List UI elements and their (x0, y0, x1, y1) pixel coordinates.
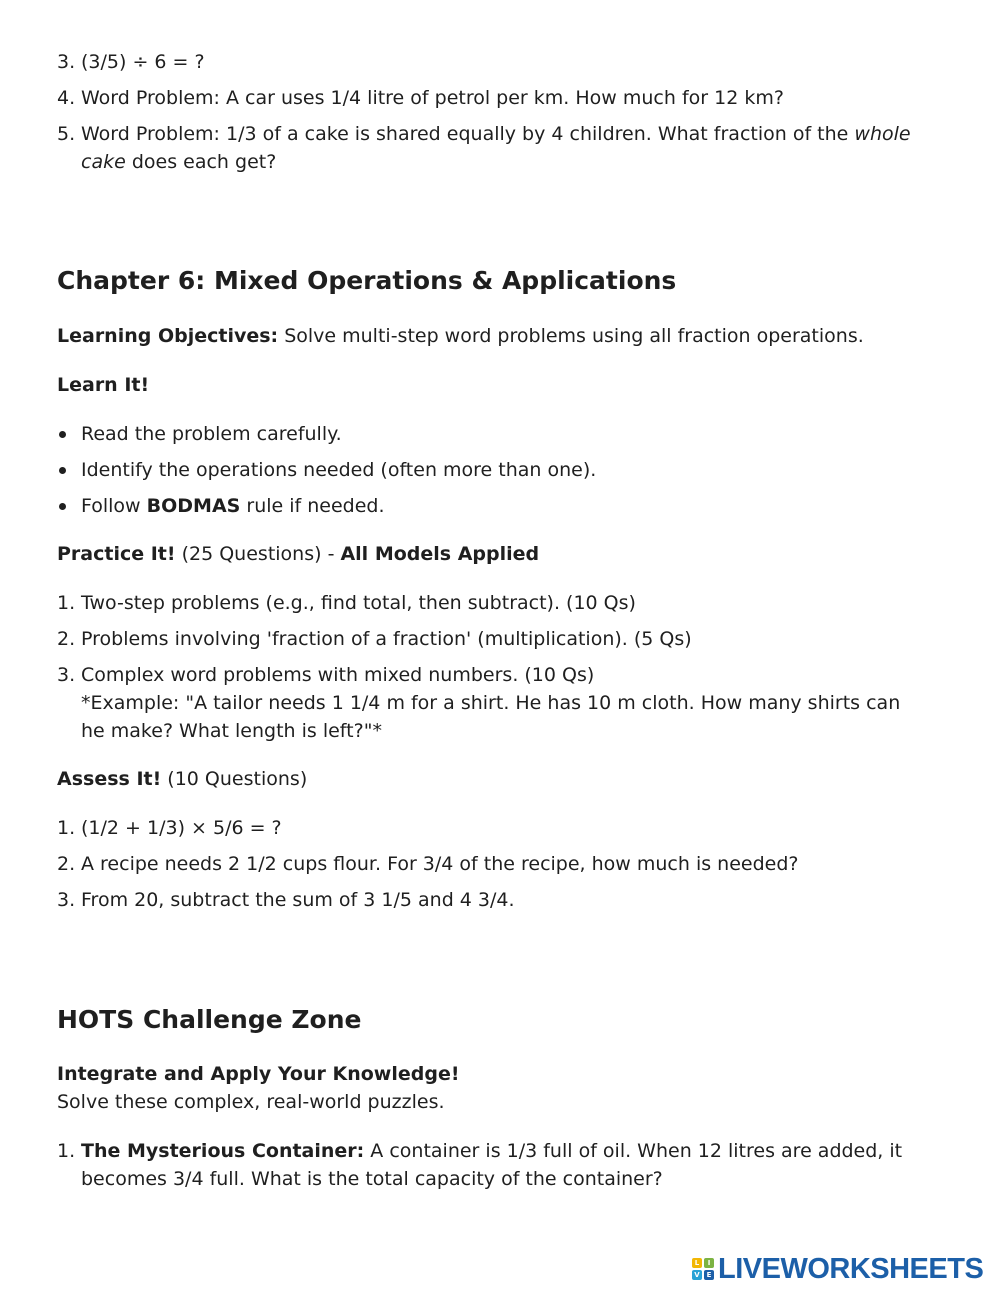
list-text: Word Problem: 1/3 of a cake is shared equally by 4 children. What fraction of the (81, 123, 855, 145)
logo-tile: I (704, 1258, 714, 1268)
list-item (57, 850, 917, 878)
logo-tile: E (704, 1270, 714, 1280)
list-text: (3/5) ÷ 6 = ? (81, 51, 205, 73)
learn-it-heading: Learn It! (57, 374, 150, 396)
practice-count: (25 Questions) - (175, 543, 341, 565)
list-item (57, 1137, 917, 1193)
list-number: 3. (57, 51, 76, 73)
list-item (57, 661, 917, 745)
logo-tile: V (692, 1270, 702, 1280)
logo-grid-icon (692, 1258, 714, 1280)
hots-item-label: The Mysterious Container: (81, 1140, 365, 1162)
bullet-text: Read the problem carefully. (81, 423, 342, 445)
previous-assess-list (57, 48, 917, 176)
list-emphasis: whole cake (81, 123, 911, 173)
objectives-label: Learning Objectives: (57, 325, 279, 347)
list-text: Complex word problems with mixed numbers. (10 Qs) (81, 664, 595, 686)
objectives-text: Solve multi-step word problems using all fraction operations. (278, 325, 864, 347)
list-number: 1. (57, 817, 76, 839)
list-example: *Example: "A tailor needs 1 1/4 m for a shirt. He has 10 m cloth. How many shirts can he make? What length is left?"* (81, 692, 901, 742)
logo-tile: L (692, 1258, 702, 1268)
liveworksheets-logo (692, 1254, 983, 1284)
bullet-text: Identify the operations needed (often more than one). (81, 459, 597, 481)
list-item (57, 814, 917, 842)
list-number: 3. (57, 889, 76, 911)
list-number: 2. (57, 853, 76, 875)
bullet-text: Follow (81, 495, 147, 517)
learning-objectives (57, 322, 917, 350)
list-number: 1. (57, 592, 76, 614)
bullet-bold: BODMAS (146, 495, 241, 517)
list-item (57, 589, 917, 617)
list-item (57, 625, 917, 653)
assess-list (57, 814, 917, 914)
bullet-icon (59, 431, 66, 438)
bullet-text: rule if needed. (240, 495, 385, 517)
list-item (57, 48, 917, 76)
bullet-item (57, 420, 917, 448)
list-number: 5. (57, 123, 76, 145)
list-text: Problems involving 'fraction of a fraction' (multiplication). (5 Qs) (81, 628, 692, 650)
list-item (57, 120, 917, 176)
list-text: A recipe needs 2 1/2 cups flour. For 3/4 of the recipe, how much is needed? (81, 853, 799, 875)
hots-intro-text: Solve these complex, real-world puzzles. (57, 1091, 445, 1113)
list-text: Word Problem: A car uses 1/4 litre of petrol per km. How much for 12 km? (81, 87, 784, 109)
list-number: 2. (57, 628, 76, 650)
learn-it-list (57, 420, 917, 520)
list-text: (1/2 + 1/3) × 5/6 = ? (81, 817, 282, 839)
bullet-item (57, 456, 917, 484)
hots-intro (57, 1060, 917, 1116)
practice-label: Practice It! (57, 543, 176, 565)
list-text: A container is 1/3 full of oil. When 12 litres are added, it becomes 3/4 full. What is the total capacity of the container? (81, 1140, 903, 1190)
list-item (57, 886, 917, 914)
assess-label: Assess It! (57, 768, 162, 790)
bullet-icon (59, 503, 66, 510)
list-text: From 20, subtract the sum of 3 1/5 and 4 3/4. (81, 889, 515, 911)
assess-count: (10 Questions) (161, 768, 308, 790)
list-number: 3. (57, 664, 76, 686)
list-number: 1. (57, 1140, 76, 1162)
practice-it-heading (57, 540, 917, 568)
chapter-title: Chapter 6: Mixed Operations & Applications (57, 266, 677, 295)
practice-models: All Models Applied (340, 543, 540, 565)
list-item (57, 84, 917, 112)
assess-it-heading (57, 765, 917, 793)
logo-text: LIVEWORKSHEETS (718, 1253, 984, 1285)
list-text: does each get? (125, 151, 277, 173)
list-number: 4. (57, 87, 76, 109)
practice-list (57, 589, 917, 745)
hots-list (57, 1137, 917, 1193)
hots-title: HOTS Challenge Zone (57, 1005, 362, 1034)
hots-subtitle: Integrate and Apply Your Knowledge! (57, 1063, 460, 1085)
bullet-item (57, 492, 917, 520)
bullet-icon (59, 467, 66, 474)
list-text: Two-step problems (e.g., find total, then subtract). (10 Qs) (81, 592, 636, 614)
